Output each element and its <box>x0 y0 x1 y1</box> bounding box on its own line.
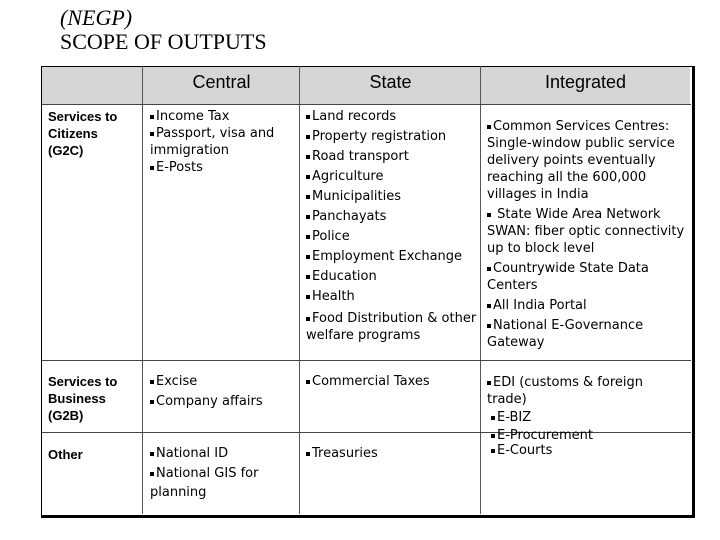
list-item: EDI (customs & foreign <box>487 374 643 391</box>
list-item: Education <box>306 267 476 287</box>
column-header-state: State <box>369 72 412 92</box>
row-label-g2c: Services to Citizens (G2C) <box>48 109 118 158</box>
grid-line <box>42 104 691 105</box>
list-item: E-Courts <box>491 443 643 458</box>
list-item: planning <box>150 485 207 500</box>
g2c-integrated-list <box>487 118 684 351</box>
grid-line <box>299 66 300 514</box>
list-item: Road transport <box>306 147 476 167</box>
list-item: SWAN: fiber optic connectivity <box>487 224 685 239</box>
list-item: Land records <box>306 107 476 127</box>
list-item: villages in India <box>487 187 589 202</box>
list-item: Passport, visa and <box>150 125 274 142</box>
list-item: Single-window public service <box>487 136 675 151</box>
list-item: E-Procurement <box>491 428 643 443</box>
list-item: Company affairs <box>150 392 263 412</box>
column-header-integrated: Integrated <box>544 72 627 92</box>
list-item: National GIS for <box>150 464 258 484</box>
list-item: Excise <box>150 372 263 392</box>
list-item: trade) <box>487 392 527 407</box>
row-label-g2b: Services to Business (G2B) <box>48 374 118 423</box>
list-item: delivery points eventually <box>487 153 656 168</box>
list-item: Common Services Centres: <box>487 118 684 135</box>
page-title: SCOPE OF OUTPUTS <box>60 29 267 54</box>
list-item: Treasuries <box>306 444 378 464</box>
other-central-list <box>150 444 258 501</box>
grid-line <box>142 66 143 514</box>
list-item: Employment Exchange <box>306 247 476 267</box>
list-item: State Wide Area Network <box>487 206 684 223</box>
title-line-1: (NEGP) <box>60 5 133 30</box>
g2b-state-list <box>306 372 430 392</box>
list-item: National E-Governance <box>487 317 684 334</box>
grid-line <box>42 360 691 361</box>
grid-line <box>480 66 481 514</box>
list-item: immigration <box>150 143 230 158</box>
list-item: Gateway <box>487 335 545 350</box>
g2b-central-list <box>150 372 263 412</box>
list-item: Income Tax <box>150 108 274 125</box>
list-item: welfare programs <box>306 328 421 343</box>
list-item: Agriculture <box>306 167 476 187</box>
list-item: up to block level <box>487 241 595 256</box>
list-item: Municipalities <box>306 187 476 207</box>
list-item: E-Posts <box>150 159 274 176</box>
list-item: Centers <box>487 278 538 293</box>
list-item: E-BIZ <box>491 408 643 428</box>
g2b-integrated-list <box>487 372 643 458</box>
g2c-state-list <box>306 107 476 344</box>
column-header-central: Central <box>192 72 251 92</box>
list-item: Police <box>306 227 476 247</box>
list-item: Property registration <box>306 127 476 147</box>
list-item: Health <box>306 287 476 307</box>
list-item: Food Distribution & other <box>306 310 476 327</box>
list-item: reaching all the 600,000 <box>487 170 647 185</box>
list-item: All India Portal <box>487 297 684 314</box>
other-state-list <box>306 444 378 464</box>
g2c-central-list <box>150 108 274 176</box>
list-item: Panchayats <box>306 207 476 227</box>
row-label-other: Other <box>48 447 83 462</box>
list-item: Countrywide State Data <box>487 260 684 277</box>
list-item: Commercial Taxes <box>306 372 430 392</box>
list-item: National ID <box>150 444 258 464</box>
